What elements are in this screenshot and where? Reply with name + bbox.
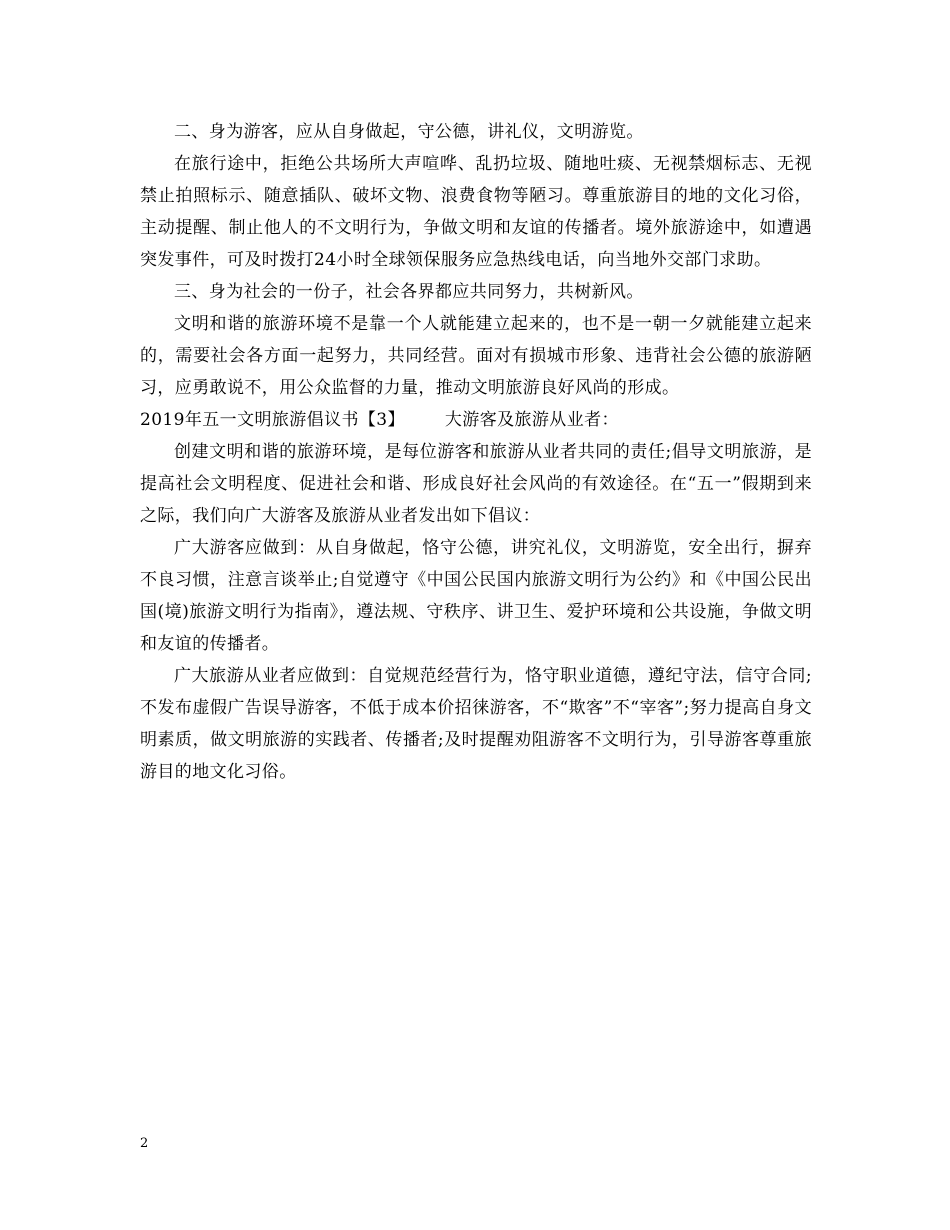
page-number: 2 — [140, 1136, 149, 1151]
body-paragraph: 创建文明和谐的旅游环境，是每位游客和旅游从业者共同的责任;倡导文明旅游，是提高社会文明程度、促进社会和谐、形成良好社会风尚的有效途径。在“五一”假期到来之际，我们向广大游客及旅游从业者发出如下倡议： — [140, 442, 812, 526]
body-paragraph: 广大旅游从业者应做到：自觉规范经营行为，恪守职业道德，遵纪守法，信守合同;不发布虚假广告误导游客，不低于成本价招徕游客，不“欺客”不“宰客”;努力提高自身文明素质，做文明旅游的实践者、传播者;及时提醒劝阻游客不文明行为，引导游客尊重旅游目的地文化习俗。 — [140, 666, 812, 782]
document-body — [140, 116, 812, 788]
section-heading-two: 二、身为游客，应从自身做起，守公德，讲礼仪，文明游览。 — [174, 122, 644, 142]
document-title: 2019年五一文明旅游倡议书【3】 — [140, 410, 405, 430]
body-paragraph: 广大游客应做到：从自身做起，恪守公德，讲究礼仪，文明游览，安全出行，摒弃不良习惯，注意言谈举止;自觉遵守《中国公民国内旅游文明行为公约》和《中国公民出国(境)旅游文明行为指南》，遵法规、守秩序、讲卫生、爱护环境和公共设施，争做文明和友谊的传播者。 — [140, 538, 812, 654]
body-paragraph: 文明和谐的旅游环境不是靠一个人就能建立起来的，也不是一朝一夕就能建立起来的，需要社会各方面一起努力，共同经营。面对有损城市形象、违背社会公德的旅游陋习，应勇敢说不，用公众监督的力量，推动文明旅游良好风尚的形成。 — [140, 314, 812, 398]
body-paragraph: 在旅行途中，拒绝公共场所大声喧哗、乱扔垃圾、随地吐痰、无视禁烟标志、无视禁止拍照标示、随意插队、破坏文物、浪费食物等陋习。尊重旅游目的地的文化习俗，主动提醒、制止他人的不文明行为，争做文明和友谊的传播者。境外旅游途中，如遭遇突发事件，可及时拨打24小时全球领保服务应急热线电话，向当地外交部门求助。 — [140, 154, 812, 270]
section-heading-three: 三、身为社会的一份子，社会各界都应共同努力，共树新风。 — [174, 282, 644, 302]
title-line — [140, 404, 812, 436]
salutation: 大游客及旅游从业者： — [444, 410, 619, 430]
